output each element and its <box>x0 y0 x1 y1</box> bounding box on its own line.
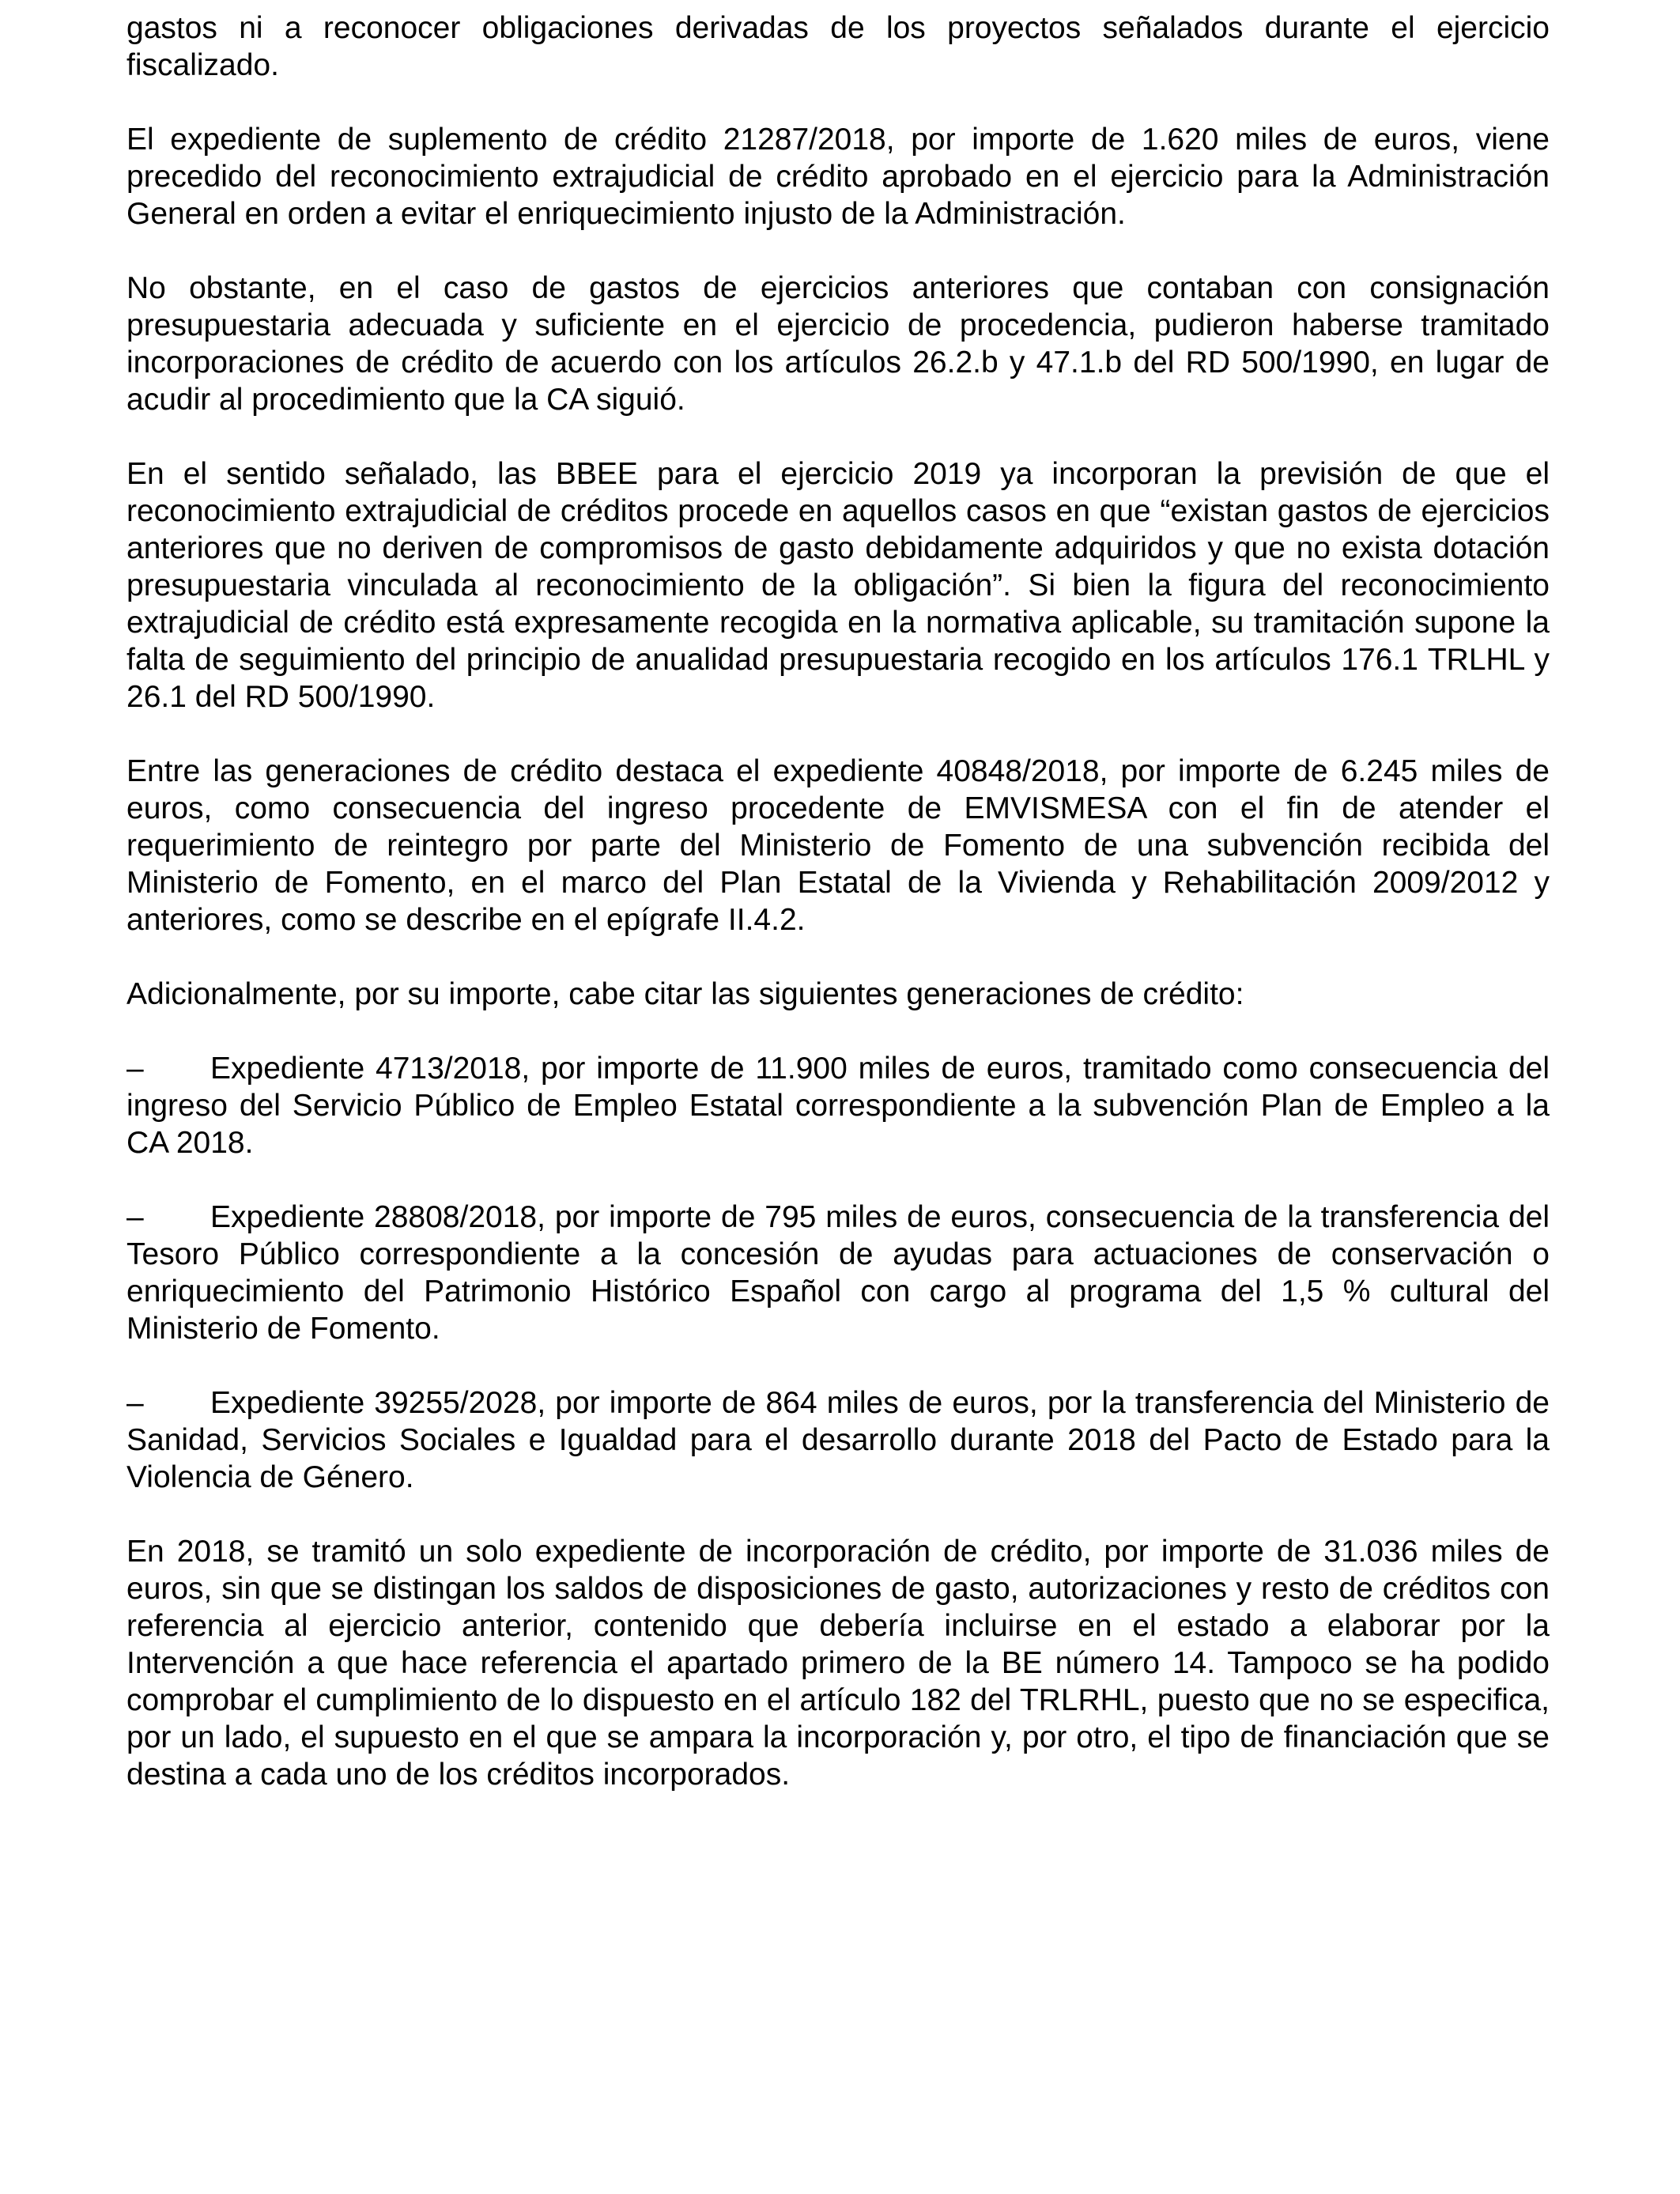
dash-bullet-marker: – <box>126 1052 144 1086</box>
dash-bullet-marker: – <box>126 1386 144 1420</box>
list-item <box>126 1050 1550 1161</box>
list-item-text: Expediente 39255/2028, por importe de 864 miles de euros, por la transferencia del Ministerio de Sanidad, Servicios Sociales e Igualdad para el desarrollo durante 2018 del Pacto de Estado para la Violencia de Género. <box>126 1386 1550 1494</box>
paragraph-bbee-2019: En el sentido señalado, las BBEE para el ejercicio 2019 ya incorporan la previsión de que el reconocimiento extrajudicial de créditos procede en aquellos casos en que “existan gastos de ejercicios anteriores que no deriven de compromisos de gasto debidamente adquiridos y que no exista dotación presupuestaria vinculada al reconocimiento de la obligación”. Si bien la figura del reconocimiento extrajudicial de crédito está expresamente recogida en la normativa aplicable, su tramitación supone la falta de seguimiento del principio de anualidad presupuestaria recogido en los artículos 176.1 TRLHL y 26.1 del RD 500/1990. <box>126 457 1550 714</box>
paragraph-adicionalmente: Adicionalmente, por su importe, cabe citar las siguientes generaciones de crédito: <box>126 977 1244 1011</box>
paragraph-incorporacion-credito: En 2018, se tramitó un solo expediente de incorporación de crédito, por importe de 31.036 miles de euros, sin que se distingan los saldos de disposiciones de gasto, autorizaciones y resto de créditos con referencia al ejercicio anterior, contenido que debería incluirse en el estado a elaborar por la Intervención a que hace referencia el apartado primero de la BE número 14. Tampoco se ha podido comprobar el cumplimiento de lo dispuesto en el artículo 182 del TRLRHL, puesto que no se especifica, por un lado, el supuesto en el que se ampara la incorporación y, por otro, el tipo de financiación que se destina a cada uno de los créditos incorporados. <box>126 1535 1550 1792</box>
list-item-text: Expediente 4713/2018, por importe de 11.900 miles de euros, tramitado como consecuencia del ingreso del Servicio Público de Empleo Estatal correspondiente a la subvención Plan de Empleo a la CA 2018. <box>126 1052 1550 1160</box>
document-page <box>126 9 1550 1830</box>
paragraph-suplemento-credito: El expediente de suplemento de crédito 21287/2018, por importe de 1.620 miles de euros, viene precedido del reconocimiento extrajudicial de crédito aprobado en el ejercicio para la Administración General en orden a evitar el enriquecimiento injusto de la Administración. <box>126 123 1550 231</box>
paragraph-fiscalizado: gastos ni a reconocer obligaciones derivadas de los proyectos señalados durante el ejercicio fiscalizado. <box>126 11 1550 82</box>
list-item <box>126 1384 1550 1496</box>
paragraph-gastos-ejercicios-anteriores: No obstante, en el caso de gastos de ejercicios anteriores que contaban con consignación presupuestaria adecuada y suficiente en el ejercicio de procedencia, pudieron haberse tramitado incorporaciones de crédito de acuerdo con los artículos 26.2.b y 47.1.b del RD 500/1990, en lugar de acudir al procedimiento que la CA siguió. <box>126 271 1550 417</box>
dash-bullet-marker: – <box>126 1200 144 1234</box>
paragraph-generaciones-credito: Entre las generaciones de crédito destaca el expediente 40848/2018, por importe de 6.245 miles de euros, como consecuencia del ingreso procedente de EMVISMESA con el fin de atender el requerimiento de reintegro por parte del Ministerio de Fomento de una subvención recibida del Ministerio de Fomento, en el marco del Plan Estatal de la Vivienda y Rehabilitación 2009/2012 y anteriores, como se describe en el epígrafe II.4.2. <box>126 754 1550 937</box>
list-item <box>126 1199 1550 1347</box>
list-item-text: Expediente 28808/2018, por importe de 795 miles de euros, consecuencia de la transferencia del Tesoro Público correspondiente a la concesión de ayudas para actuaciones de conservación o enriquecimiento del Patrimonio Histórico Español con cargo al programa del 1,5 % cultural del Ministerio de Fomento. <box>126 1200 1550 1346</box>
